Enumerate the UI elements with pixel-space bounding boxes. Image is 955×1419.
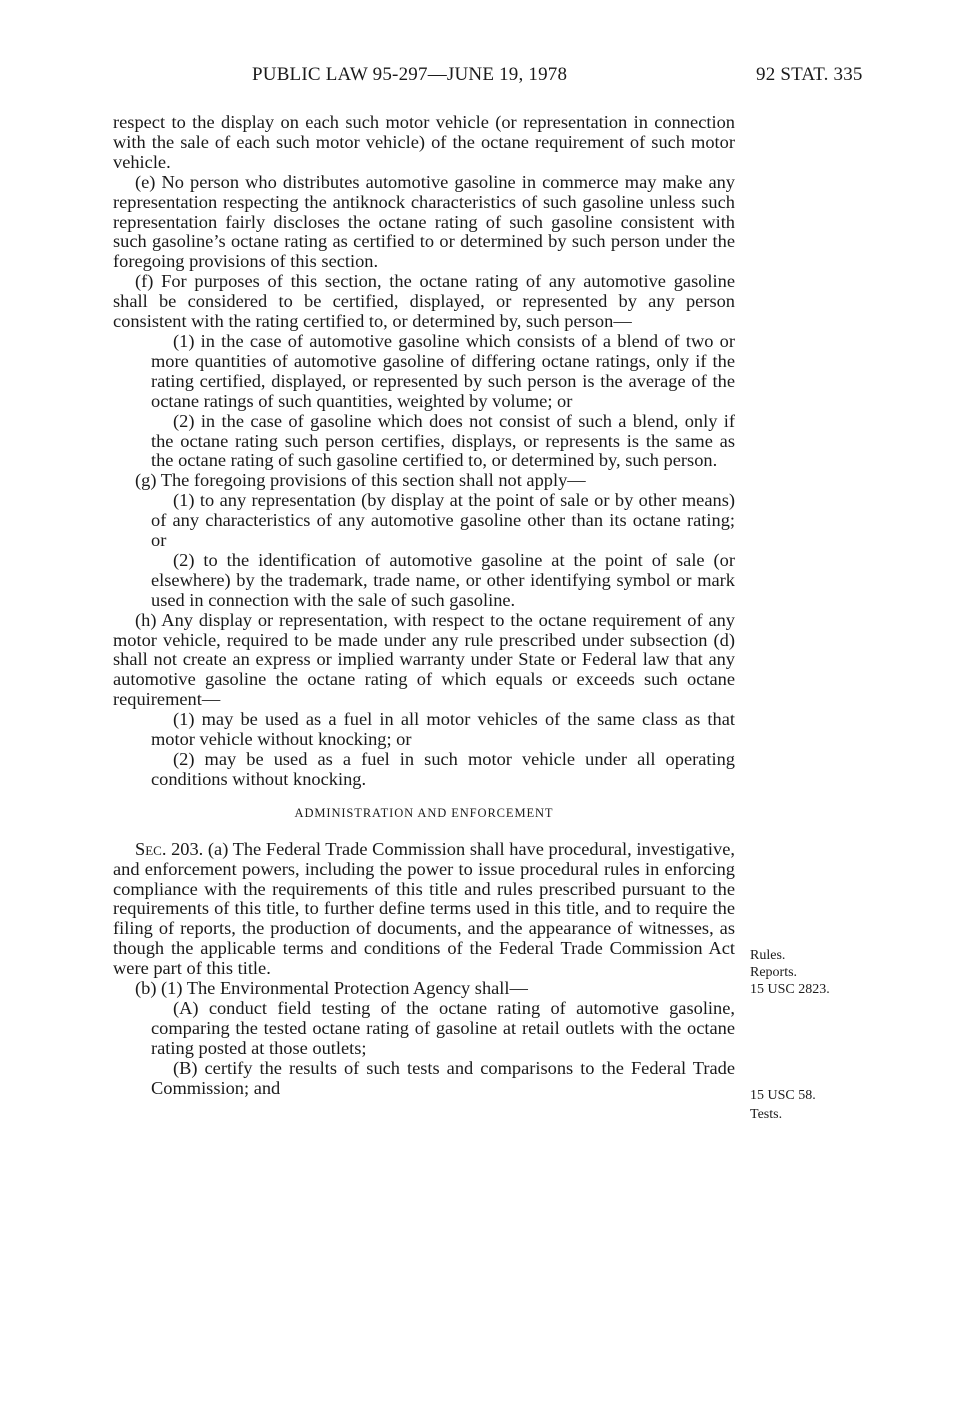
subsection-f-2: (2) in the case of gasoline which does not consist of such a blend, only if the octane rating such person certifies, displays, or represents is the same as the octane rating of such gasoline certified to, or determined by, such person. bbox=[151, 410, 735, 471]
subsection-g: (g) The foregoing provisions of this section shall not apply— bbox=[135, 470, 586, 491]
subsection-f: (f) For purposes of this section, the octane rating of any automotive gasoline shall be considered to be certified, displayed, or represented by any person consistent with the rating certified to, or determined by, such person— bbox=[113, 271, 735, 332]
margin-note-tests: Tests. bbox=[750, 1107, 783, 1122]
statute-body bbox=[113, 113, 735, 1099]
section-heading: ADMINISTRATION AND ENFORCEMENT bbox=[294, 805, 554, 820]
margin-note-reports: Reports. bbox=[750, 965, 798, 980]
subsection-g-2: (2) to the identification of automotive gasoline at the point of sale (or elsewhere) by the trademark, trade name, or other identifying symbol or mark used in connection with the sale of such gasoline. bbox=[151, 549, 735, 610]
subsection-b-1: (b) (1) The Environmental Protection Agency shall— bbox=[135, 978, 528, 999]
subsection-g-1: (1) to any representation (by display at the point of sale or by other means) of any characteristics of any automotive gasoline other than its octane rating; or bbox=[151, 490, 735, 551]
margin-note-usc-2823: 15 USC 2823. bbox=[750, 982, 830, 997]
section-203-a-text: (a) The Federal Trade Commission shall have procedural, investigative, and enforcement powers, including the power to issue procedural rules in enforcing compliance with the requirements of this title and rules prescribed pursuant to the requirements of this title, to further define terms used in this title, and to require the filing of reports, the production of documents, and the appearance of witnesses, as though the applicable terms and conditions of the Federal Trade Commission Act were part of this title. bbox=[113, 838, 735, 979]
running-header-title: PUBLIC LAW 95-297—JUNE 19, 1978 bbox=[252, 64, 568, 85]
subsection-b-1-B: (B) certify the results of such tests and comparisons to the Federal Trade Commission; and bbox=[151, 1057, 735, 1098]
section-203-a bbox=[113, 840, 735, 979]
page-stat-number: 92 STAT. 335 bbox=[756, 64, 863, 85]
subsection-f-1: (1) in the case of automotive gasoline which consists of a blend of two or more quantities of automotive gasoline of differing octane ratings, only if the rating certified, displayed, or represented by such person is the average of the octane ratings of such quantities, weighted by volume; or bbox=[151, 330, 735, 411]
paragraph-continuation: respect to the display on each such motor vehicle (or representation in connection with the sale of each such motor vehicle) of the octane requirement of such motor vehicle. bbox=[113, 112, 735, 172]
section-203-label: Sec. 203. bbox=[135, 838, 204, 859]
subsection-h-2: (2) may be used as a fuel in such motor vehicle under all operating conditions without knocking. bbox=[151, 749, 735, 789]
margin-note-rules: Rules. bbox=[750, 948, 786, 963]
subsection-h-1: (1) may be used as a fuel in all motor vehicles of the same class as that motor vehicle without knocking; or bbox=[151, 709, 735, 750]
subsection-e: (e) No person who distributes automotive gasoline in commerce may make any representation respecting the antiknock characteristics of such gasoline unless such representation fairly discloses the octane rating of such gasoline consistent with such gasoline’s octane rating as certified to or determined by such person under the foregoing provisions of this section. bbox=[113, 171, 735, 272]
subsection-h: (h) Any display or representation, with respect to the octane requirement of any motor vehicle, required to be made under any rule prescribed under subsection (d) shall not create an express or implied warranty under State or Federal law that any automotive gasoline the octane rating of which equals or exceeds such octane requirement— bbox=[113, 609, 735, 710]
margin-note-usc-58: 15 USC 58. bbox=[750, 1088, 816, 1103]
subsection-b-1-A: (A) conduct field testing of the octane rating of automotive gasoline, comparing the tested octane rating of gasoline at retail outlets with the octane rating posted at those outlets; bbox=[151, 997, 735, 1058]
